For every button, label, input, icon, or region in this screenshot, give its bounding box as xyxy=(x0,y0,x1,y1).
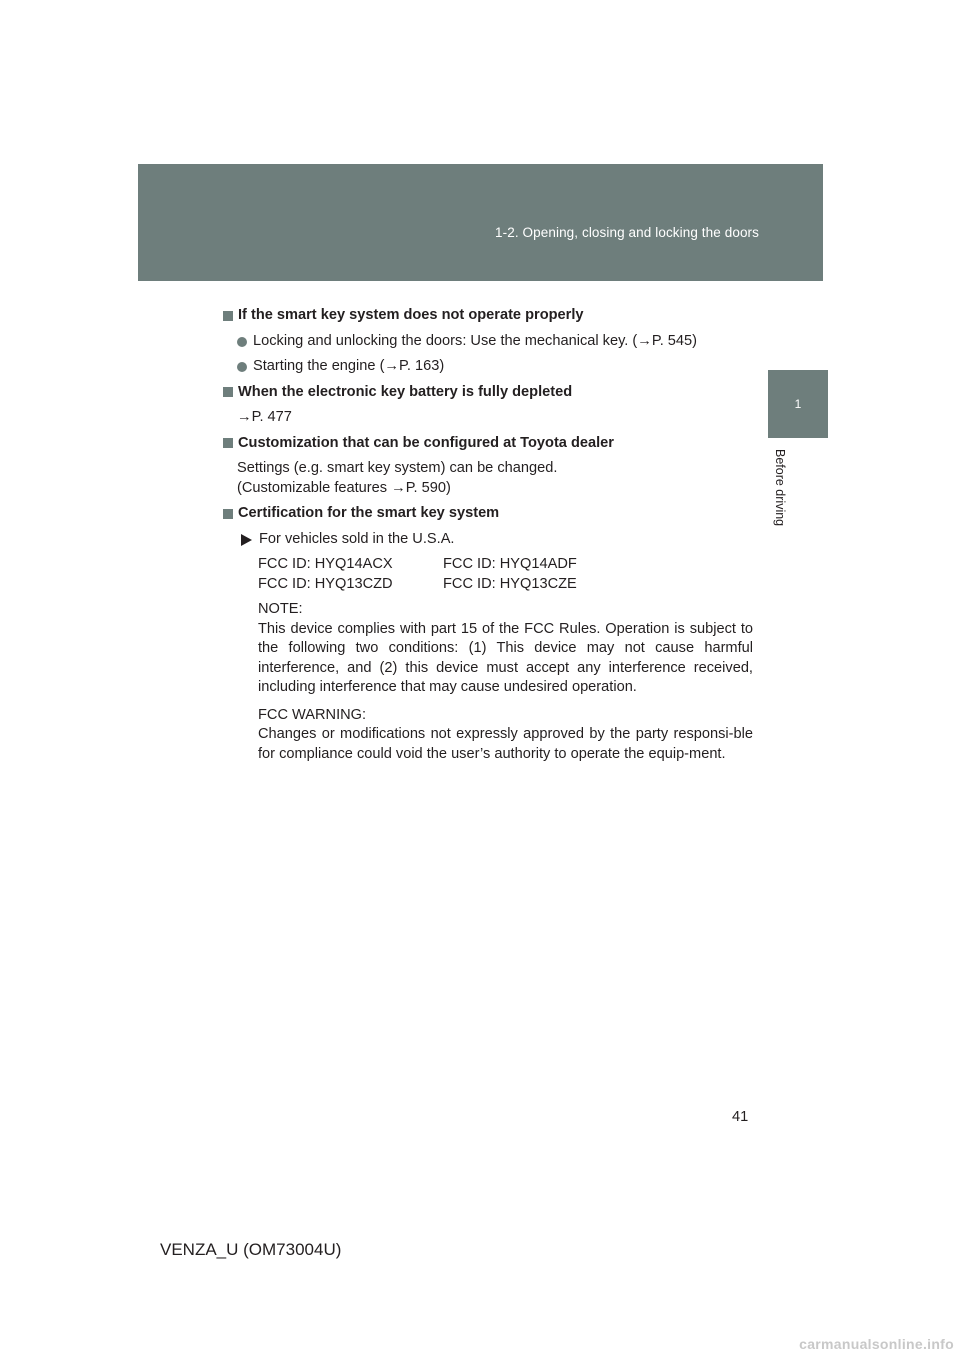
fcc-notes xyxy=(258,600,753,764)
section-heading: If the smart key system does not operate properly xyxy=(223,306,753,326)
section-heading: Customization that can be configured at Toyota dealer xyxy=(223,434,753,454)
fcc-id-row: FCC ID: HYQ13CZD FCC ID: HYQ13CZE xyxy=(258,575,577,592)
fcc-id-row: FCC ID: HYQ14ACX FCC ID: HYQ14ADF xyxy=(258,556,577,572)
square-bullet-icon xyxy=(223,311,233,321)
warning-paragraph: FCC WARNING: Changes or modifications not expressly approved by the party responsi-ble for compliance could void the user’s authority to operate the equip-ment. xyxy=(258,706,753,762)
document-id: VENZA_U (OM73004U) xyxy=(160,1240,342,1259)
square-bullet-icon xyxy=(223,438,233,448)
page-number: 41 xyxy=(732,1109,749,1125)
chapter-tab xyxy=(768,370,828,438)
header-band xyxy=(138,164,823,281)
list-item: For vehicles sold in the U.S.A. xyxy=(241,530,753,550)
chapter-title: 1-2. Opening, closing and locking the doors xyxy=(495,225,759,240)
section-body: Settings (e.g. smart key system) can be changed. (Customizable features →P. 590) xyxy=(237,460,558,496)
page-reference: →P. 477 xyxy=(237,409,292,425)
chapter-side-label: Before driving xyxy=(773,449,787,527)
triangle-bullet-icon xyxy=(241,534,252,546)
square-bullet-icon xyxy=(223,387,233,397)
square-bullet-icon xyxy=(223,509,233,519)
chapter-number: 1 xyxy=(794,397,802,411)
watermark: carmanualsonline.info xyxy=(799,1336,954,1352)
note-paragraph: NOTE: This device complies with part 15 of the FCC Rules. Operation is subject to the following two conditions: (1) This device may not cause harmful interference, and (2) this device must accept any interference received, including interference that may cause undesired operation. xyxy=(258,601,753,695)
list-item: Locking and unlocking the doors: Use the mechanical key. (→P. 545) xyxy=(237,332,753,352)
fcc-id-list xyxy=(258,555,753,594)
page-content xyxy=(223,306,753,772)
section-heading: Certification for the smart key system xyxy=(223,504,753,524)
circle-bullet-icon xyxy=(237,362,247,372)
circle-bullet-icon xyxy=(237,337,247,347)
list-item: Starting the engine (→P. 163) xyxy=(237,357,753,377)
section-heading: When the electronic key battery is fully depleted xyxy=(223,383,753,403)
